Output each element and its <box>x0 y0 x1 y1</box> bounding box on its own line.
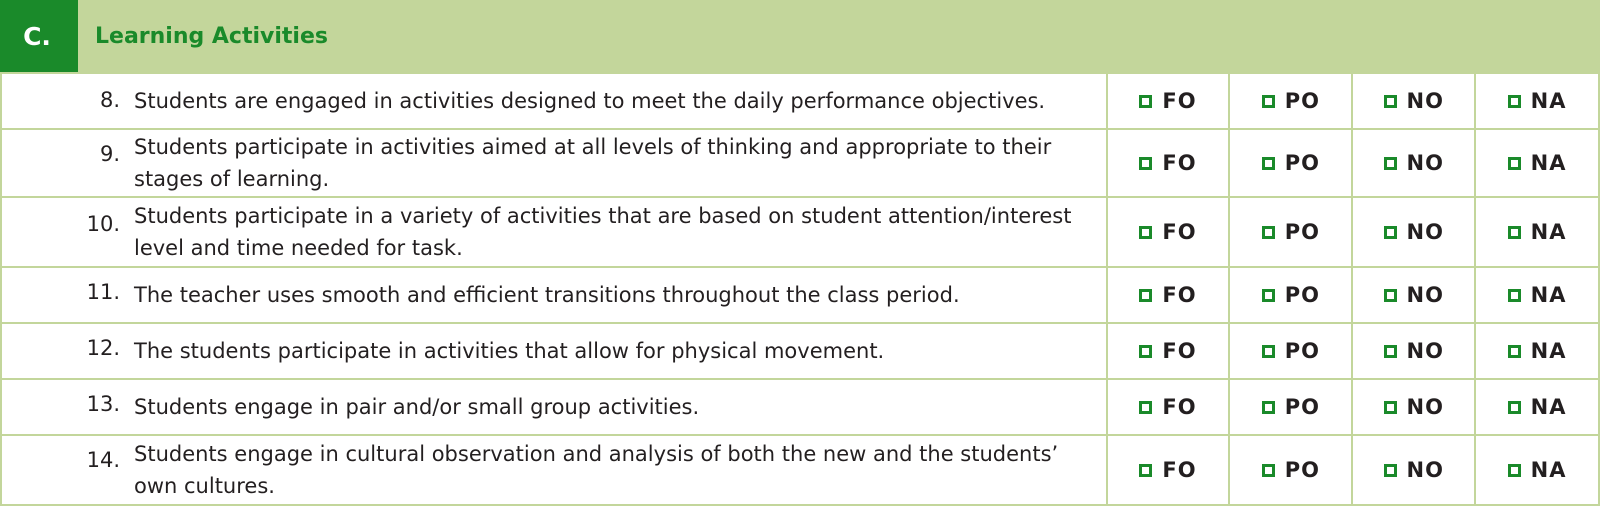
option-label: PO <box>1284 283 1320 307</box>
item-statement: The teacher uses smooth and efficient transitions throughout the class period. <box>134 283 960 307</box>
option-no-checkbox[interactable] <box>1353 198 1476 266</box>
option-label: NA <box>1530 89 1567 113</box>
checkbox-square-icon[interactable] <box>1139 226 1152 239</box>
item-row <box>0 198 1600 268</box>
option-no-checkbox[interactable] <box>1353 380 1476 434</box>
item-statement: Students engage in cultural observation and analysis of both the new and the students’ own cultures. <box>134 442 1059 498</box>
checkbox-square-icon[interactable] <box>1139 401 1152 414</box>
item-text-cell <box>2 380 1108 434</box>
option-label: NO <box>1406 220 1444 244</box>
option-label: NO <box>1406 89 1444 113</box>
option-na-checkbox[interactable] <box>1476 324 1600 378</box>
item-row <box>0 268 1600 324</box>
option-label: FO <box>1162 89 1197 113</box>
item-row <box>0 380 1600 436</box>
item-statement: Students participate in a variety of activities that are based on student attention/interest level and time needed for task. <box>134 204 1072 260</box>
option-po-checkbox[interactable] <box>1230 130 1353 196</box>
option-label: PO <box>1284 220 1320 244</box>
option-no-checkbox[interactable] <box>1353 324 1476 378</box>
section-letter: C. <box>0 0 78 72</box>
option-label: NO <box>1406 458 1444 482</box>
item-row <box>0 74 1600 130</box>
item-number: 9. <box>99 142 120 166</box>
item-number: 12. <box>86 336 120 360</box>
checkbox-square-icon[interactable] <box>1262 157 1275 170</box>
item-statement: The students participate in activities that allow for physical movement. <box>134 339 885 363</box>
option-label: NO <box>1406 151 1444 175</box>
item-statement: Students are engaged in activities designed to meet the daily performance objectives. <box>134 89 1046 113</box>
checkbox-square-icon[interactable] <box>1262 401 1275 414</box>
checkbox-square-icon[interactable] <box>1508 95 1521 108</box>
checkbox-square-icon[interactable] <box>1384 401 1397 414</box>
checkbox-square-icon[interactable] <box>1384 95 1397 108</box>
checkbox-square-icon[interactable] <box>1508 464 1521 477</box>
checkbox-square-icon[interactable] <box>1384 289 1397 302</box>
option-label: NA <box>1530 339 1567 363</box>
option-po-checkbox[interactable] <box>1230 324 1353 378</box>
item-number: 8. <box>99 88 120 112</box>
checkbox-square-icon[interactable] <box>1384 157 1397 170</box>
option-label: NA <box>1530 395 1567 419</box>
checkbox-square-icon[interactable] <box>1262 226 1275 239</box>
option-label: FO <box>1162 220 1197 244</box>
checkbox-square-icon[interactable] <box>1262 95 1275 108</box>
checkbox-square-icon[interactable] <box>1508 401 1521 414</box>
checkbox-square-icon[interactable] <box>1139 95 1152 108</box>
item-row <box>0 130 1600 198</box>
option-label: FO <box>1162 339 1197 363</box>
item-number: 10. <box>86 212 120 236</box>
checkbox-square-icon[interactable] <box>1139 345 1152 358</box>
checkbox-square-icon[interactable] <box>1508 157 1521 170</box>
option-no-checkbox[interactable] <box>1353 130 1476 196</box>
option-na-checkbox[interactable] <box>1476 198 1600 266</box>
item-text-cell <box>2 74 1108 128</box>
option-label: NO <box>1406 395 1444 419</box>
checkbox-square-icon[interactable] <box>1262 464 1275 477</box>
item-number: 11. <box>86 280 120 304</box>
option-na-checkbox[interactable] <box>1476 268 1600 322</box>
checkbox-square-icon[interactable] <box>1384 345 1397 358</box>
item-row <box>0 324 1600 380</box>
option-label: FO <box>1162 151 1197 175</box>
checkbox-square-icon[interactable] <box>1262 345 1275 358</box>
option-fo-checkbox[interactable] <box>1108 268 1231 322</box>
section-header <box>0 0 1600 74</box>
item-text-cell <box>2 198 1108 266</box>
option-label: PO <box>1284 458 1320 482</box>
checkbox-square-icon[interactable] <box>1508 289 1521 302</box>
item-text-cell <box>2 436 1108 504</box>
option-no-checkbox[interactable] <box>1353 268 1476 322</box>
option-label: NA <box>1530 220 1567 244</box>
checkbox-square-icon[interactable] <box>1508 226 1521 239</box>
item-number: 13. <box>86 392 120 416</box>
option-po-checkbox[interactable] <box>1230 74 1353 128</box>
item-statement: Students engage in pair and/or small group activities. <box>134 395 700 419</box>
checkbox-square-icon[interactable] <box>1139 464 1152 477</box>
option-label: PO <box>1284 395 1320 419</box>
option-no-checkbox[interactable] <box>1353 436 1476 504</box>
item-number: 14. <box>86 448 120 472</box>
checkbox-square-icon[interactable] <box>1139 157 1152 170</box>
option-fo-checkbox[interactable] <box>1108 324 1231 378</box>
option-na-checkbox[interactable] <box>1476 436 1600 504</box>
option-po-checkbox[interactable] <box>1230 198 1353 266</box>
option-label: PO <box>1284 151 1320 175</box>
item-statement: Students participate in activities aimed at all levels of thinking and appropriate to their stages of learning. <box>134 135 1052 191</box>
item-text-cell <box>2 324 1108 378</box>
option-fo-checkbox[interactable] <box>1108 130 1231 196</box>
checkbox-square-icon[interactable] <box>1384 464 1397 477</box>
option-po-checkbox[interactable] <box>1230 268 1353 322</box>
option-na-checkbox[interactable] <box>1476 74 1600 128</box>
option-fo-checkbox[interactable] <box>1108 436 1231 504</box>
checkbox-square-icon[interactable] <box>1262 289 1275 302</box>
option-po-checkbox[interactable] <box>1230 436 1353 504</box>
items-list <box>0 74 1600 506</box>
option-fo-checkbox[interactable] <box>1108 380 1231 434</box>
option-label: FO <box>1162 395 1197 419</box>
checkbox-square-icon[interactable] <box>1384 226 1397 239</box>
item-row <box>0 436 1600 506</box>
option-label: NA <box>1530 283 1567 307</box>
section-title: Learning Activities <box>95 23 328 49</box>
option-label: NO <box>1406 283 1444 307</box>
option-label: NO <box>1406 339 1444 363</box>
item-text-cell <box>2 268 1108 322</box>
option-na-checkbox[interactable] <box>1476 380 1600 434</box>
option-label: NA <box>1530 151 1567 175</box>
option-label: NA <box>1530 458 1567 482</box>
option-fo-checkbox[interactable] <box>1108 74 1231 128</box>
checkbox-square-icon[interactable] <box>1508 345 1521 358</box>
option-label: FO <box>1162 283 1197 307</box>
option-label: PO <box>1284 339 1320 363</box>
option-fo-checkbox[interactable] <box>1108 198 1231 266</box>
item-text-cell <box>2 130 1108 196</box>
option-no-checkbox[interactable] <box>1353 74 1476 128</box>
option-na-checkbox[interactable] <box>1476 130 1600 196</box>
checkbox-square-icon[interactable] <box>1139 289 1152 302</box>
option-label: PO <box>1284 89 1320 113</box>
option-po-checkbox[interactable] <box>1230 380 1353 434</box>
option-label: FO <box>1162 458 1197 482</box>
